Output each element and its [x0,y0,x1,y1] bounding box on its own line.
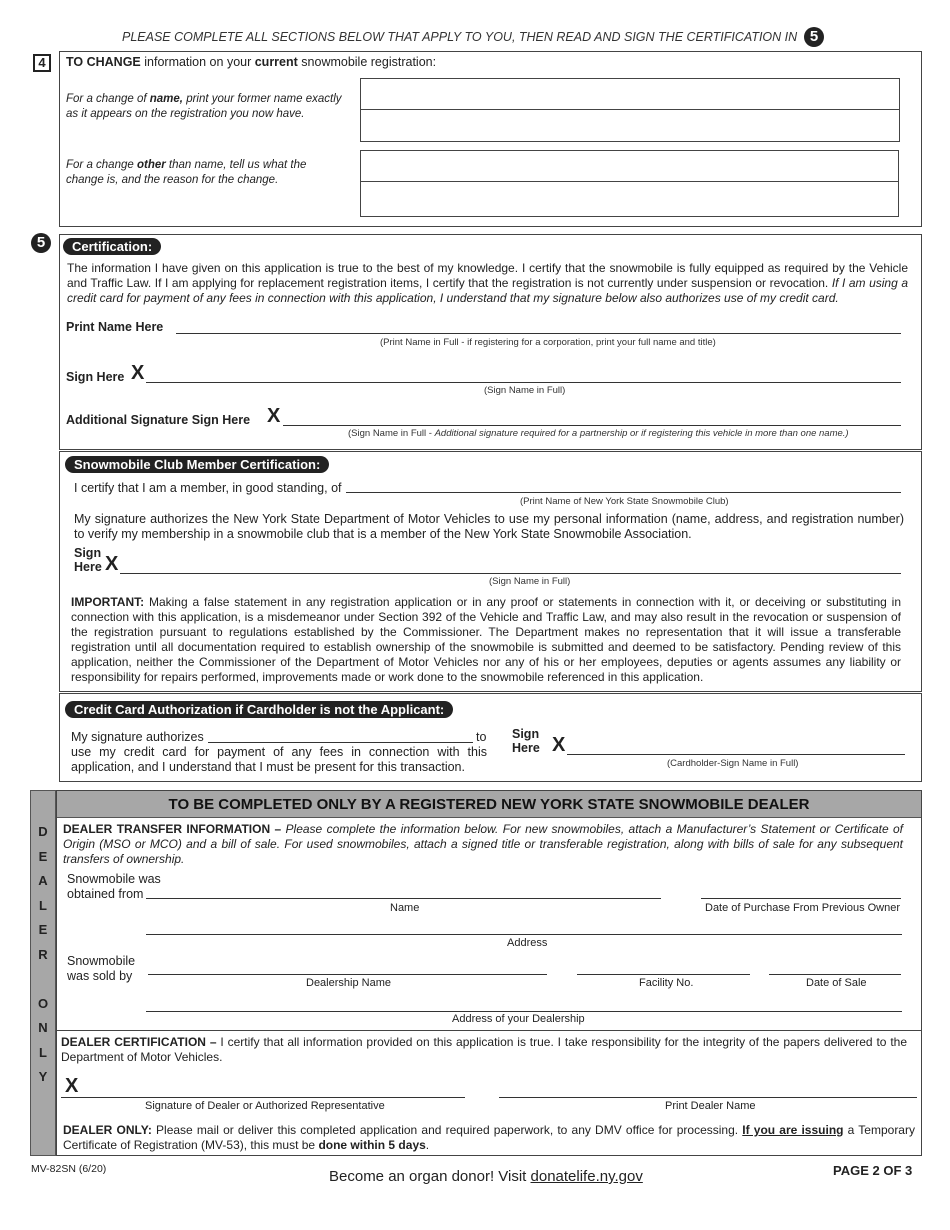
club-certify-text: I certify that I am a member, in good standing, of [74,481,342,495]
dealer-side-letter: L [39,1044,47,1060]
purchase-date-caption: Date of Purchase From Previous Owner [705,902,901,914]
credit-sign-x-mark: X [552,734,566,756]
cardholder-signature-field[interactable] [567,754,905,755]
page-instruction [122,30,797,44]
dealer-side-letter: E [38,848,48,864]
dealer-side-letter [31,971,55,996]
form-id: MV-82SN (6/20) [31,1163,107,1175]
club-label: Snowmobile Club Member Certification: [65,456,329,473]
certification-label: Certification: [63,238,161,255]
other-change-field-2[interactable] [360,181,899,217]
print-name-label: Print Name Here [66,320,164,334]
club-name-field[interactable] [346,492,901,493]
sale-date-caption: Date of Sale [806,977,867,989]
previous-owner-name-field[interactable] [146,898,661,899]
sign-x-mark: X [131,362,145,384]
dealer-side-letter: D [38,824,48,839]
certification-text: The information I have given on this application is true to the best of my knowledge. I certify that the snowmobile is fully equipped as required by the Vehicle and Traffic Law. If I am applying for replacement registration items, I certify that the registration is not currently under suspension or revocation. If I am using a credit card for payment of any fees in connection with this application, I understand that my signature below also authorizes use of my credit card. [67,261,908,305]
club-sign-note: (Sign Name in Full) [489,576,571,587]
former-name-field-2[interactable] [360,109,900,142]
section-5-badge: 5 [804,27,824,47]
sign-here-label: Sign Here [66,370,125,384]
dealer-sign-x-mark: X [65,1075,79,1097]
dealer-sidebar [30,790,56,1156]
dealer-side-letter: E [38,922,48,937]
section-5-number: 5 [31,233,51,253]
sale-date-field[interactable] [769,974,901,975]
signature-field[interactable] [146,382,901,383]
address-caption: Address [507,937,548,949]
sold-by-label: Snowmobile was sold by [67,954,136,983]
club-sign-x-mark: X [105,553,119,575]
dealer-signature-caption: Signature of Dealer or Authorized Representative [145,1100,385,1112]
purchase-date-field[interactable] [701,898,901,899]
print-name-field[interactable] [176,333,901,334]
additional-signature-note: (Sign Name in Full - Additional signature required for a partnership or if registering this vehicle in more than one name.) [348,428,849,439]
previous-owner-address-field[interactable] [146,934,902,935]
print-name-note: (Print Name in Full - if registering for a corporation, print your full name and title) [380,337,716,348]
section-4-number: 4 [33,54,51,72]
dealer-certification-text: DEALER CERTIFICATION – I certify that all information provided on this application is true. I take responsibility for the integrity of the papers delivered to the Department of Motor Vehicles. [61,1035,908,1064]
name-change-instruction: For a change of name, print your former name exactly as it appears on the registration you now have. [66,93,342,120]
former-name-field-1[interactable] [360,78,900,110]
other-change-instruction: For a change other than name, tell us what the change is, and the reason for the change. [66,159,307,186]
obtained-from-label: Snowmobile was obtained from [67,872,161,901]
dealer-side-letter: R [38,946,48,962]
dealer-side-letter: A [38,873,48,888]
additional-sign-x-mark: X [267,405,281,427]
name-caption: Name [390,902,420,914]
cardholder-name-field[interactable] [208,742,473,743]
facility-number-field[interactable] [577,974,750,975]
credit-sign-label: Sign Here [512,727,540,755]
dealer-signature-field[interactable] [61,1097,465,1098]
credit-line-3: application, and I understand that I must be present for this transaction. [71,760,465,774]
section-4-title: TO CHANGE information on your current snowmobile registration: [66,55,437,69]
additional-signature-label: Additional Signature Sign Here [66,413,251,427]
dealership-name-field[interactable] [148,974,547,975]
cardholder-sign-note: (Cardholder-Sign Name in Full) [667,758,799,769]
instruction-text: PLEASE COMPLETE ALL SECTIONS BELOW THAT APPLY TO YOU, THEN READ AND SIGN THE CERTIFICATION IN [122,30,798,44]
dealer-name-field[interactable] [499,1097,917,1098]
donor-link[interactable]: donatelife.ny.gov [530,1168,643,1185]
credit-card-label: Credit Card Authorization if Cardholder is not the Applicant: [65,701,453,718]
dealer-only-text: DEALER ONLY: Please mail or deliver this completed application and required paperwork, to any DMV office for processing. If you are issuing a Temporary Certificate of Registration (MV-53), this must be done within 5 days. [63,1123,915,1152]
facility-caption: Facility No. [639,977,694,989]
dealership-address-field[interactable] [146,1011,902,1012]
dealer-side-letter: O [37,995,49,1011]
dealer-transfer-text: DEALER TRANSFER INFORMATION – Please complete the information below. For new snowmobiles, attach a Manufacturer’s Statement or Certificate of Origin (MSO or MCO) and a bill of sale. For used snowmobiles, attach a signed title or transferable registration, along with bills of sale for any subsequent transfers of ownership. [63,822,903,866]
other-change-field-1[interactable] [360,150,899,182]
club-signature-field[interactable] [120,573,901,574]
page-number: PAGE 2 OF 3 [833,1163,913,1178]
club-name-note: (Print Name of New York State Snowmobile Club) [520,496,729,507]
dealer-name-caption: Print Dealer Name [665,1100,756,1112]
dealer-side-letter: Y [38,1069,48,1084]
credit-to: to [476,730,487,744]
dealer-side-letter: N [38,1020,48,1035]
additional-signature-field[interactable] [283,425,901,426]
dealer-cert-divider [57,1030,921,1031]
dealership-address-caption: Address of your Dealership [452,1013,585,1025]
credit-line-1: My signature authorizes [71,730,204,744]
sign-note: (Sign Name in Full) [484,385,566,396]
organ-donor-message: Become an organ donor! Visit donatelife.ny.gov [329,1168,643,1185]
club-sign-label: Sign Here [74,546,102,574]
dealership-name-caption: Dealership Name [306,977,391,989]
important-notice: IMPORTANT: Making a false statement in any registration application or in any proof or statements in connection with it, or deceiving or substituting in connection with this application, is a misdemeanor under Section 392 of the Vehicle and Traffic Law, and may also result in the revocation or suspension of the registration pursuant to regulations established by the Commissioner. The Department makes no representation that it will issue a transferable registration until all documentation required to establish ownership of the snowmobile is submitted and deemed to be satisfactory. Pending review of this application, neither the Commissioner of the Department of Motor Vehicles nor any of his or her employees, deputies or agents assumes any liability or responsibility for repairs performed, improvements made or work done to the snowmobile referenced in this application. [71,595,901,684]
dealer-side-letter: L [39,897,47,913]
dealer-header-bar: TO BE COMPLETED ONLY BY A REGISTERED NEW YORK STATE SNOWMOBILE DEALER [57,791,921,818]
credit-line-2: use my credit card for payment of any fees in connection with this [71,745,487,759]
club-authorization-text: My signature authorizes the New York State Department of Motor Vehicles to use my personal information (name, address, and registration number) to verify my membership in a snowmobile club that is a member of the New York State Snowmobile Association. [74,512,904,541]
